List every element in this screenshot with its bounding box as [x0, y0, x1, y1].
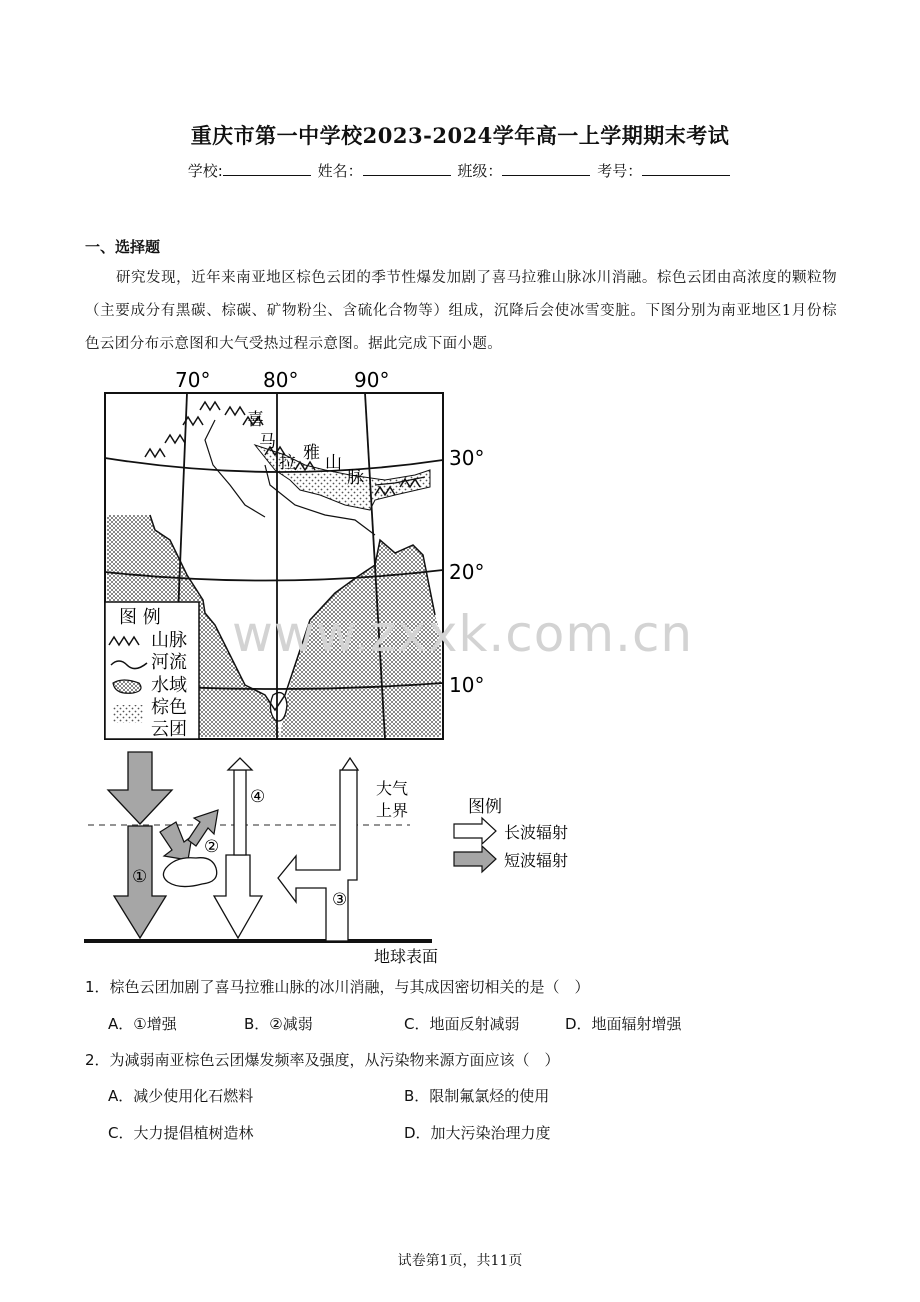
arrow-to-cloud [160, 822, 192, 860]
question-2-option-c[interactable]: C．大力提倡植树造林 [108, 1124, 254, 1142]
shortwave-legend-icon [454, 846, 496, 872]
map-legend-item: 水域 [151, 675, 187, 696]
latitude-label: 10° [449, 673, 485, 697]
school-label: 学校: [187, 162, 223, 180]
atmosphere-top-label: 大气 [376, 779, 409, 798]
map-legend-item: 棕色 [151, 697, 187, 718]
class-field[interactable] [502, 161, 590, 176]
cloud-shape [163, 858, 216, 887]
mountain-label-char: 拉 [279, 453, 296, 473]
south-asia-map [95, 365, 505, 745]
ground-label: 地球表面 [374, 947, 439, 966]
student-info-row [0, 160, 920, 181]
incoming-shortwave-arrow [108, 752, 172, 824]
ground-radiation-down-arrow [214, 855, 262, 938]
question-2-option-b[interactable]: B．限制氟氯烃的使用 [404, 1087, 550, 1105]
name-field[interactable] [363, 161, 451, 176]
question-1-option-c[interactable]: C．地面反射减弱 [404, 1015, 520, 1033]
latitude-label: 20° [449, 560, 485, 584]
question-1-option-d[interactable]: D．地面辐射增强 [565, 1015, 682, 1033]
map-legend-title: 图 例 [119, 607, 161, 628]
mountain-label-char: 山 [325, 453, 342, 473]
watermark: www.zxxk.com.cn [232, 605, 694, 663]
longitude-label: 70° [175, 368, 211, 392]
question-1-option-b[interactable]: B．②减弱 [244, 1015, 313, 1033]
question-2-stem: 2．为减弱南亚棕色云团爆发频率及强度，从污染物来源方面应该（ ） [85, 1051, 560, 1069]
number-field[interactable] [642, 161, 730, 176]
atmosphere-heating-diagram [80, 748, 600, 968]
marker-1: ① [132, 867, 148, 887]
longwave-legend-icon [454, 818, 496, 844]
longitude-label: 90° [354, 368, 390, 392]
mountain-label-char: 脉 [347, 468, 364, 488]
arrow-3-head [342, 758, 358, 770]
diagram-legend-title: 图例 [468, 797, 502, 817]
map-legend-item: 云团 [151, 719, 187, 740]
passage: 研究发现，近年来南亚地区棕色云团的季节性爆发加剧了喜马拉雅山脉冰川消融。棕色云团由高浓度的颗粒物（主要成分有黑碳、棕碳、矿物粉尘、含硫化合物等）组成，沉降后会使冰雪变脏。下图分别为南亚地区1月份棕色云团分布示意图和大气受热过程示意图。据此完成下面小题。 [85, 270, 837, 352]
mountain-label-char: 雅 [303, 443, 320, 463]
class-label: 班级： [457, 162, 503, 180]
question-2-option-d[interactable]: D．加大污染治理力度 [404, 1124, 551, 1142]
marker-2: ② [204, 837, 220, 857]
map-legend-item: 山脉 [151, 630, 187, 651]
section-heading: 一、选择题 [85, 238, 161, 256]
marker-3: ③ [332, 890, 348, 910]
exam-title: 重庆市第一中学校2023-2024学年高一上学期期末考试 [190, 123, 730, 148]
mountain-label-char: 马 [259, 432, 276, 452]
atmosphere-top-label: 上界 [376, 801, 409, 820]
name-label: 姓名： [317, 162, 363, 180]
legend-longwave: 长波辐射 [504, 823, 569, 842]
longitude-label: 80° [263, 368, 299, 392]
question-1-stem: 1．棕色云团加剧了喜马拉雅山脉的冰川消融，与其成因密切相关的是（ ） [85, 978, 590, 996]
arrow-3-counter-radiation [278, 770, 357, 941]
arrow-4-stem [234, 770, 246, 855]
school-field[interactable] [223, 161, 311, 176]
brown-cloud-legend-icon [113, 705, 143, 723]
legend-shortwave: 短波辐射 [504, 851, 569, 870]
mountain-label-char: 喜 [247, 410, 264, 430]
arrow-4-head [228, 758, 252, 770]
question-1-option-a[interactable]: A．①增强 [108, 1015, 177, 1033]
number-label: 考号： [597, 162, 643, 180]
question-2-option-a[interactable]: A．减少使用化石燃料 [108, 1087, 254, 1105]
map-legend-item: 河流 [151, 652, 187, 673]
page-footer: 试卷第1页，共11页 [397, 1253, 523, 1269]
marker-4: ④ [250, 787, 266, 807]
latitude-label: 30° [449, 446, 485, 470]
